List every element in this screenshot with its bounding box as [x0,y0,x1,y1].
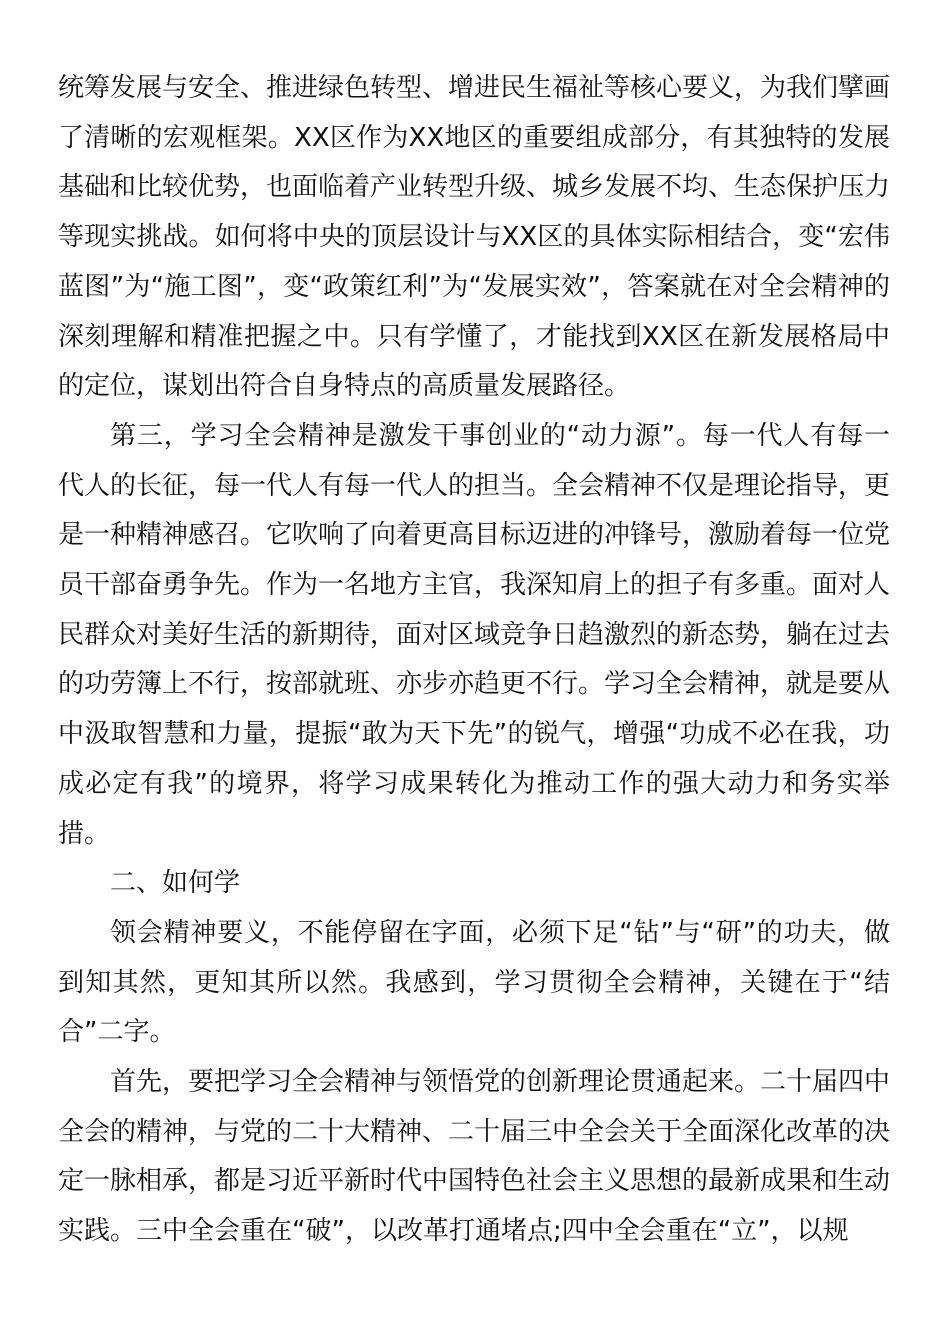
document-body [58,64,890,1257]
paragraph-motivation: 第三，学习全会精神是激发干事创业的“动力源”。每一代人有每一代人的长征，每一代人有每一代人的担当。全会精神不仅是理论指导，更是一种精神感召。它吹响了向着更高目标迈进的冲锋号，激励着每一位党员干部奋勇争先。作为一名地方主官，我深知肩上的担子有多重。面对人民群众对美好生活的新期待，面对区域竞争日趋激烈的新态势，躺在过去的功劳簿上不行，按部就班、亦步亦趋更不行。学习全会精神，就是要从中汲取智慧和力量，提振“敢为天下先”的锐气，增强“功成不必在我，功成必定有我”的境界，将学习成果转化为推动工作的强大动力和务实举措。 [58,420,891,849]
paragraph-continuation: 统筹发展与安全、推进绿色转型、增进民生福祉等核心要义，为我们擘画了清晰的宏观框架。XX区作为XX地区的重要组成部分，有其独特的发展基础和比较优势，也面临着产业转型升级、城乡发展不均、生态保护压力等现实挑战。如何将中央的顶层设计与XX区的具体实际相结合，变“宏伟蓝图”为“施工图”，变“政策红利”为“发展实效”，答案就在对全会精神的深刻理解和精准把握之中。只有学懂了，才能找到XX区在新发展格局中的定位，谋划出符合自身特点的高质量发展路径。 [58,73,891,402]
paragraph-first-point: 首先，要把学习全会精神与领悟党的创新理论贯通起来。二十届四中全会的精神，与党的二十大精神、二十届三中全会关于全面深化改革的决定一脉相承，都是习近平新时代中国特色社会主义思想的最新成果和生动实践。三中全会重在“破”，以改革打通堵点;四中全会重在“立”，以规 [58,1067,891,1247]
section-heading-how-to-learn: 二、如何学 [110,868,241,899]
paragraph-combination: 领会精神要义，不能停留在字面，必须下足“钻”与“研”的功夫，做到知其然，更知其所以然。我感到，学习贯彻全会精神，关键在于“结合”二字。 [58,917,890,1048]
